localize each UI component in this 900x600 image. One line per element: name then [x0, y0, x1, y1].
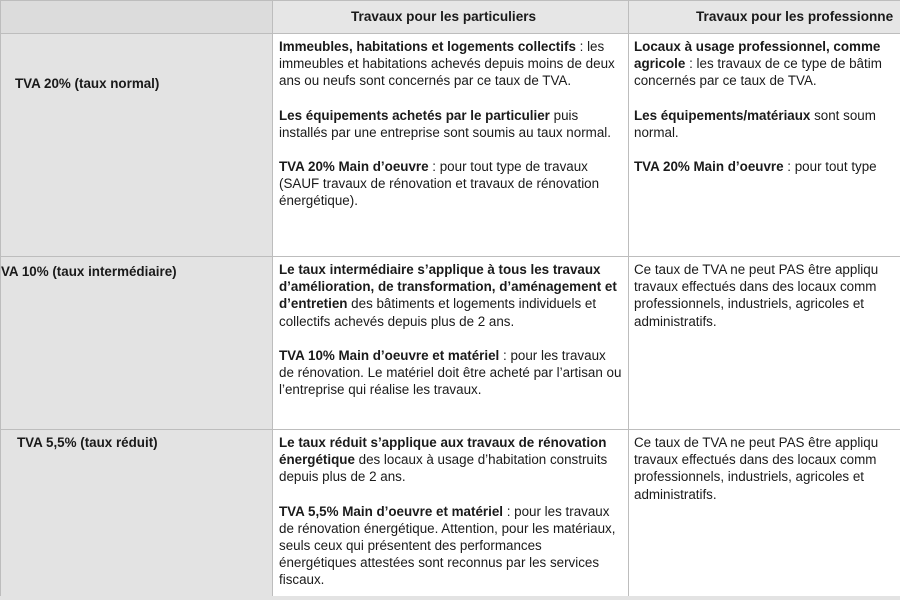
- tva20-part-p1-text: : les immeubles et habitations achevés depuis moins de deux ans ou neufs sont concernés par ce taux de TVA.: [279, 39, 615, 89]
- tva20-pro-l5: normal.: [634, 124, 679, 140]
- header-row: [1, 1, 900, 34]
- tva10-pro-l1: Ce taux de TVA ne peut PAS être appliqu: [634, 262, 879, 277]
- tva20-part-p3-bold: TVA 20% Main d’oeuvre: [279, 159, 429, 175]
- row-label-tva-5-5: TVA 5,5% (taux réduit): [1, 430, 273, 600]
- cell-professionnels-tva-5-5: [629, 430, 900, 600]
- tva10-pro-l3: professionnels, industriels, agricoles et: [634, 296, 864, 312]
- tva20-pro-l1: Locaux à usage professionnel, comme: [634, 39, 881, 54]
- tva55-pro-l4: administratifs.: [634, 486, 717, 502]
- tva10-part-p2-text: : pour les travaux de rénovation. Le matériel doit être acheté par l’artisan ou l’entreprise qui réalise les travaux.: [279, 347, 622, 398]
- bottom-divider: [0, 596, 900, 600]
- tva55-pro-l2: travaux effectués dans des locaux comm: [634, 452, 877, 468]
- row-label-tva-20: TVA 20% (taux normal): [1, 34, 273, 257]
- tva20-part-p1-bold: Immeubles, habitations et logements collectifs: [279, 39, 576, 54]
- tva10-pro-l2: travaux effectués dans des locaux comm: [634, 279, 877, 295]
- tva20-pro-l3: concernés par ce taux de TVA.: [634, 73, 817, 89]
- tva10-part-p1-text: des bâtiments et logements individuels et collectifs achevés depuis plus de 2 ans.: [279, 296, 597, 329]
- tva20-pro-l2-bold: agricole: [634, 56, 686, 72]
- cell-particuliers-tva-20: [273, 34, 629, 257]
- tva10-part-p1-bold: Le taux intermédiaire s’applique à tous les travaux d’amélioration, de transformation, d’aménagement et d’entretien: [279, 262, 617, 312]
- tva55-pro-l1: Ce taux de TVA ne peut PAS être appliqu: [634, 435, 879, 450]
- tva20-pro-l2-text: : les travaux de ce type de bâtim: [685, 56, 882, 72]
- table-row-tva-10: [1, 257, 900, 430]
- tva55-part-p1-text: des locaux à usage d’habitation construits depuis plus de 2 ans.: [279, 452, 608, 485]
- tva10-part-p2-bold: TVA 10% Main d’oeuvre et matériel: [279, 347, 500, 363]
- tva20-pro-l6-text: : pour tout type: [783, 159, 877, 175]
- tva55-pro-l3: professionnels, industriels, agricoles et: [634, 469, 864, 485]
- tva20-part-p3-text: : pour tout type de travaux (SAUF travaux de rénovation et travaux de rénovation énergétique).: [279, 159, 600, 209]
- table-row-tva-20: [1, 34, 900, 257]
- tva55-part-p2-text: : pour les travaux de rénovation énergétique. Attention, pour les matériaux, seuls ceux qui présentent des performances énergétiques attestées sont reconnus par les services fiscaux.: [279, 503, 616, 588]
- tva55-part-p1-bold: Le taux réduit s’applique aux travaux de rénovation énergétique: [279, 435, 607, 468]
- tva20-pro-l4-text: sont soum: [810, 107, 876, 123]
- tva20-part-p2-bold: Les équipements achetés par le particulier: [279, 107, 550, 123]
- header-professionnels: Travaux pour les professionne: [629, 1, 900, 34]
- cell-professionnels-tva-20: [629, 34, 900, 257]
- tva20-part-p2-text: puis installés par une entreprise sont soumis au taux normal.: [279, 107, 611, 140]
- tva55-part-p2-bold: TVA 5,5% Main d’oeuvre et matériel: [279, 503, 503, 519]
- table-row-tva-5-5: [1, 430, 900, 600]
- tva20-pro-l6-bold: TVA 20% Main d’oeuvre: [634, 159, 784, 175]
- tva20-pro-l4-bold: Les équipements/matériaux: [634, 107, 811, 123]
- cell-particuliers-tva-10: [273, 257, 629, 430]
- cell-professionnels-tva-10: [629, 257, 900, 430]
- row-label-tva-10: VA 10% (taux intermédiaire): [1, 257, 273, 430]
- header-corner-cell: [1, 1, 273, 34]
- cell-particuliers-tva-5-5: [273, 430, 629, 600]
- tva10-pro-l4: administratifs.: [634, 313, 717, 329]
- header-particuliers: Travaux pour les particuliers: [273, 1, 629, 34]
